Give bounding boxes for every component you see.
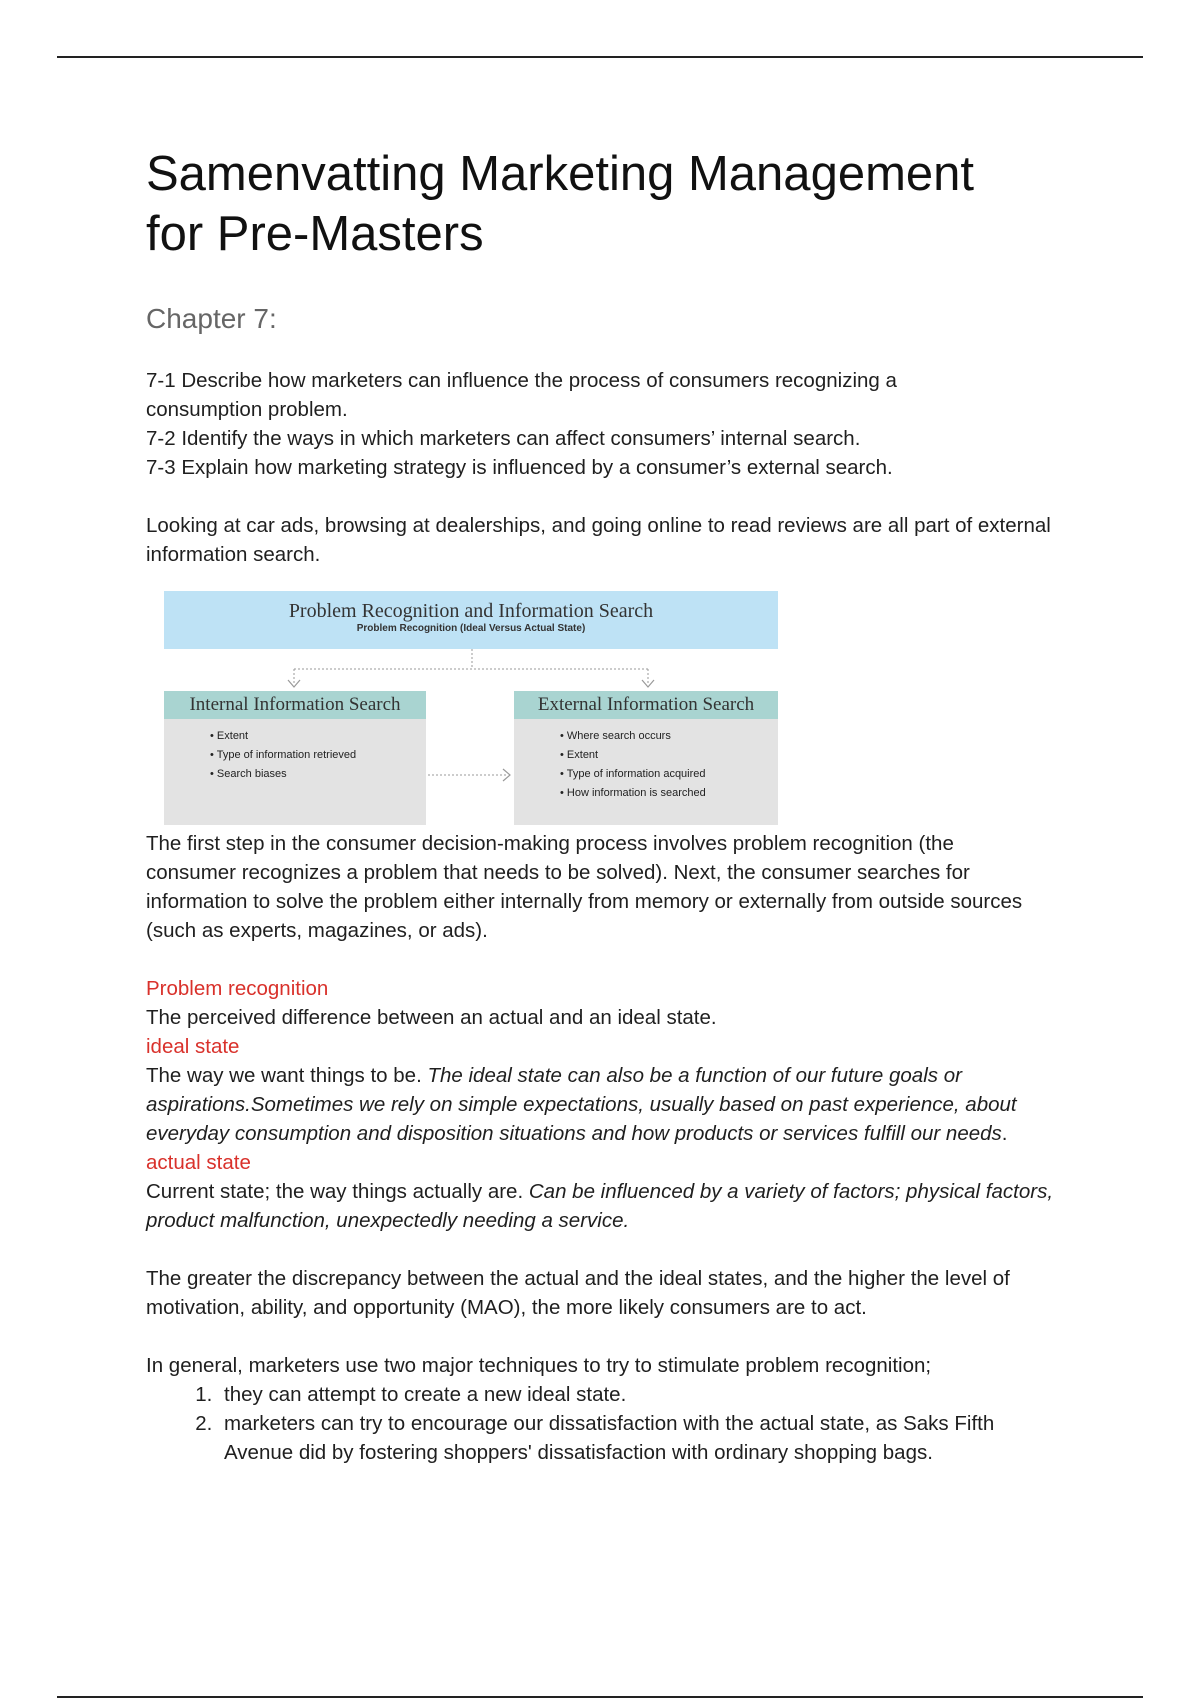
- first-step-paragraph: The first step in the consumer decision-making process involves problem recognition (the consumer recognizes a problem that needs to be solved). Next, the consumer searches for information to solve the problem either internally from memory or externally from outside sources (such as experts, magazines, or ads).: [146, 832, 1023, 942]
- page-content: [146, 144, 1066, 1467]
- list-item: • Where search occurs: [560, 727, 778, 746]
- ideal-state-end: .: [1001, 1122, 1008, 1145]
- external-search-box: [514, 691, 778, 825]
- diagram-top-subtitle: Problem Recognition (Ideal Versus Actual State): [356, 623, 586, 634]
- list-item: 2. marketers can try to encourage our dissatisfaction with the actual state, as Saks Fifth Avenue did by fostering shoppers' dissatisfaction with ordinary shopping bags.: [218, 1409, 1066, 1467]
- actual-state-term: actual state: [146, 1151, 251, 1174]
- actual-state-text: Current state; the way things actually are.: [146, 1180, 529, 1203]
- list-item: • Type of information retrieved: [210, 746, 426, 765]
- external-search-list: [514, 727, 778, 803]
- actual-state-definition: [146, 1177, 1056, 1235]
- list-item: • Type of information acquired: [560, 765, 778, 784]
- problem-recognition-definition: The perceived difference between an actual and an ideal state.: [146, 1006, 717, 1029]
- definitions-section: [146, 974, 1066, 1235]
- techniques-list: [146, 1380, 1066, 1467]
- list-item: • Extent: [210, 727, 426, 746]
- ideal-state-definition: [146, 1061, 1046, 1148]
- external-search-title: External Information Search: [514, 691, 778, 719]
- actual-state-italic-text: Can be influenced by a variety of factors; physical factors, product malfunction, unexpectedly needing a service.: [146, 1180, 1054, 1232]
- objective-item: 7-2 Identify the ways in which marketers can affect consumers’ internal search.: [146, 427, 861, 450]
- objective-item: 7-1 Describe how marketers can influence the process of consumers recognizing a consumption problem.: [146, 369, 897, 421]
- internal-search-title: Internal Information Search: [164, 691, 426, 719]
- chapter-heading: Chapter 7:: [146, 303, 277, 334]
- internal-search-list: [164, 727, 426, 784]
- internal-search-box: [164, 691, 426, 825]
- ideal-state-italic-text: The ideal state can also be a function of our future goals or aspirations.Sometimes we rely on simple expectations, usually based on past experience, about everyday consumption and disposition situations and how products or services fulfill our needs: [146, 1064, 1017, 1145]
- top-rule: [57, 56, 1143, 58]
- list-item: • Search biases: [210, 765, 426, 784]
- techniques-intro: In general, marketers use two major techniques to try to stimulate problem recognition;: [146, 1354, 932, 1377]
- title-line-1: Samenvatting Marketing Management: [146, 147, 974, 201]
- diagram-top-title: Problem Recognition and Information Search: [288, 600, 654, 622]
- list-item: • Extent: [560, 746, 778, 765]
- ideal-state-term: ideal state: [146, 1035, 240, 1058]
- discrepancy-paragraph: The greater the discrepancy between the actual and the ideal states, and the higher the level of motivation, ability, and opportunity (MAO), the more likely consumers are to act.: [146, 1267, 1010, 1319]
- list-item: 1. they can attempt to create a new ideal state.: [218, 1380, 1066, 1409]
- objective-item: 7-3 Explain how marketing strategy is influenced by a consumer’s external search.: [146, 456, 893, 479]
- problem-recognition-term: Problem recognition: [146, 977, 329, 1000]
- title-line-2: for Pre-Masters: [146, 207, 484, 261]
- intro-paragraph: Looking at car ads, browsing at dealerships, and going online to read reviews are all part of external information search.: [146, 514, 1051, 566]
- ideal-state-text: The way we want things to be.: [146, 1064, 428, 1087]
- learning-objectives: [146, 366, 1066, 482]
- list-item: • How information is searched: [560, 784, 778, 803]
- bottom-rule: [57, 1696, 1143, 1698]
- document-title: [146, 144, 1066, 264]
- search-diagram: [164, 591, 784, 825]
